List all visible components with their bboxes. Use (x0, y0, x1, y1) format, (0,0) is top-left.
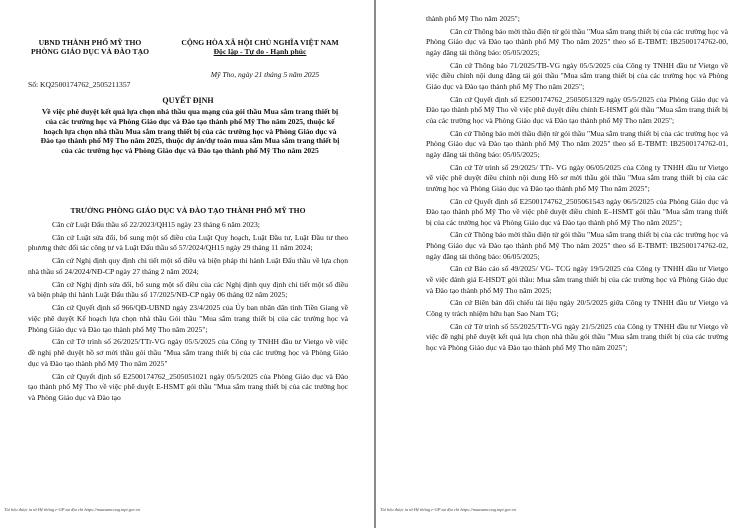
left-body (28, 220, 348, 406)
national-motto (160, 38, 360, 56)
basis-paragraph: Căn cứ Tờ trình số 29/2025/ TTr- VG ngày 06/05/2025 của Công ty TNHH đầu tư Vietgo về việc phê duyệt điều chỉnh nội dung Hồ sơ mời thầu gói thầu "Mua sắm trang thiết bị của các trường học và Phòng Giáo dục và Đào tạo thành phố Mỹ Tho năm 2025"; (426, 162, 728, 193)
basis-paragraph: Căn cứ Nghị định quy định chi tiết một số điều và biện pháp thi hành Luật Đấu thầu về lựa chọn nhà thầu số 24/2024/NĐ-CP ngày 27 tháng 2 năm 2024; (28, 256, 348, 276)
basis-paragraph: Căn cứ Luật Đấu thầu số 22/2023/QH15 ngày 23 tháng 6 năm 2023; (52, 220, 260, 229)
basis-paragraph: Căn cứ Biên bản đối chiếu tài liệu ngày 20/5/2025 giữa Công ty TNHH đầu tư Vietgo và Công ty trách nhiệm hữu hạn Sao Nam TG; (426, 298, 728, 318)
basis-paragraph: Căn cứ Báo cáo số 49/2025/ VG- TCG ngày 19/5/2025 của Công ty TNHH đầu tư Vietgo về việc đánh giá E-HSDT gói thầu: Mua sắm trang thiết bị của các trường học và Phòng Giáo dục và Đào tạo thành phố Mỹ Tho năm 2025; (426, 264, 728, 295)
issuing-organization (20, 38, 160, 56)
basis-paragraph: Căn cứ Tờ trình số 55/2025/TTr-VG ngày 21/5/2025 của Công ty TNHH đầu tư Vietgo về việc đề nghị phê duyệt kết quả lựa chọn nhà thầu gói thầu "Mua sắm trang thiết bị của các trường học và Phòng Giáo dục và Đào tạo thành phố Mỹ Tho năm 2025"; (426, 321, 728, 352)
nation-line-1: CỘNG HÒA XÃ HỘI CHỦ NGHĨA VIỆT NAM (181, 38, 339, 47)
page-1-footer: Tài liệu được in từ Hệ thống e-GP tại địa chỉ https://muasamcong.mpi.gov.vn (4, 507, 140, 512)
right-body (426, 14, 728, 356)
basis-paragraph: Căn cứ Nghị định sửa đổi, bổ sung một số điều của các Nghị định quy định chi tiết một số điều và biện pháp thi hành Luật Đấu thầu số 17/2025/NĐ-CP ngày 06 tháng 02 năm 2025; (28, 279, 348, 300)
basis-paragraph: Căn cứ Thông báo mời thầu điện tử gói thầu "Mua sắm trang thiết bị của các trường học và Phòng Giáo dục và Đào tạo thành phố Mỹ Tho năm 2025" theo số E-TBMT: IB2500174762-01, ngày đăng tải thông báo: 05/05/2025; (426, 128, 728, 159)
basis-paragraph: Căn cứ Tờ trình số 26/2025/TTr-VG ngày 05/5/2025 của Công ty TNHH đầu tư Vietgo về việc đề nghị phê duyệt hồ sơ mời thầu gói thầu "Mua sắm trang thiết bị của các trường học và Phòng Giáo dục và Đào tạo thành phố Mỹ Tho năm 2025" (28, 337, 348, 368)
page-2-footer: Tài liệu được in từ Hệ thống e-GP tại địa chỉ https://muasamcong.mpi.gov.vn (380, 507, 516, 512)
basis-paragraph: Căn cứ Quyết định số E2500174762_2505061543 ngày 06/5/2025 của Phòng Giáo dục và Đào tạo thành phố Mỹ Tho về việc phê duyệt điều chỉnh E–HSMT gói thầu "Mua sắm trang thiết bị của các trường học và Phòng Giáo dục và Đào tạo thành phố Mỹ Tho năm 2025"; (426, 196, 728, 227)
decision-title: QUYẾT ĐỊNH (162, 96, 214, 105)
date-line: Mỹ Tho, ngày 21 tháng 5 năm 2025 (210, 70, 320, 79)
basis-paragraph: Căn cứ Luật sửa đổi, bổ sung một số điều của Luật Quy hoạch, Luật Đầu tư, Luật Đầu tư theo phương thức đối tác công tư và Luật Đấu thầu số 57/2024/QH15 ngày 29 tháng 11 năm 2024; (28, 232, 348, 253)
basis-paragraph: Căn cứ Thông báo mời thầu điện tử gói thầu "Mua sắm trang thiết bị của các trường học và Phòng Giáo dục và Đào tạo thành phố Mỹ Tho năm 2025" theo số E-TBMT: IB2500174762-00, ngày đăng tải thông báo: 05/05/2025; (426, 26, 728, 57)
basis-paragraph: Căn cứ Quyết định số E2500174762_2505051021 ngày 05/5/2025 của Phòng Giáo dục và Đào tạo thành phố Mỹ Tho về việc phê duyệt E-HSMT gói thầu "Mua sắm trang thiết bị của các trường học và Phòng Giáo dục và Đào tạo (28, 371, 348, 402)
basis-paragraph: Căn cứ Quyết định số 966/QĐ-UBND ngày 23/4/2025 của Ủy ban nhân dân tỉnh Tiền Giang về việc phê duyệt Kế hoạch lựa chọn nhà thầu Gói thầu "Mua sắm trang thiết bị của các trường học và Phòng Giáo dục và Đào tạo thành phố Mỹ Tho năm 2025"; (28, 303, 348, 334)
document-number: Số: KQ2500174762_2505211357 (28, 80, 131, 89)
basis-paragraph: thành phố Mỹ Tho năm 2025"; (426, 14, 520, 23)
decision-subtitle: Về việc phê duyệt kết quả lựa chọn nhà thầu qua mạng của gói thầu Mua sắm trang thiết bị của các trường học và Phòng Giáo dục và Đào tạo thành phố Mỹ Tho năm 2025, thuộc kế hoạch lựa chọn nhà thầu Mua sắm trang thiết bị của các trường học và Phòng Giáo dục và Đào tạo thành phố Mỹ Tho năm 2025, thuộc dự án/dự toán mua sắm Mua sắm trang thiết bị của các trường học và Phòng Giáo dục và Đào tạo thành phố Mỹ Tho năm 2025 (40, 107, 340, 156)
issuer-heading: TRƯỞNG PHÒNG GIÁO DỤC VÀ ĐÀO TẠO THÀNH PHỐ MỸ THO (70, 206, 306, 215)
basis-paragraph: Căn cứ Thông báo 71/2025/TB-VG ngày 05/5/2025 của Công ty TNHH đầu tư Vietgo về việc điều chỉnh nội dung đăng tải gói thầu "Mua sắm trang thiết bị của các trường học và Phòng Giáo dục và Đào tạo thành phố Mỹ Tho năm 2025"; (426, 60, 728, 91)
nation-line-2: Độc lập - Tự do - Hạnh phúc (213, 47, 307, 57)
basis-paragraph: Căn cứ Quyết định số E2500174762_2505051329 ngày 05/5/2025 của Phòng Giáo dục và Đào tạo thành phố Mỹ Tho về việc phê duyệt điều chỉnh E-HSMT gói thầu "Mua sắm trang thiết bị của các trường học và Phòng Giáo dục và Đào tạo thành phố Mỹ Tho năm 2025"; (426, 94, 728, 125)
basis-paragraph: Căn cứ Thông báo mời thầu điện tử gói thầu "Mua sắm trang thiết bị của các trường học và Phòng Giáo dục và Đào tạo thành phố Mỹ Tho năm 2025" theo số E-TBMT: IB2500174762-02, ngày đăng tải thông báo: 06/05/2025; (426, 230, 728, 261)
org-line-1: UBND THÀNH PHỐ MỸ THO (38, 38, 142, 47)
org-line-2: PHÒNG GIÁO DỤC VÀ ĐÀO TẠO (30, 47, 150, 57)
